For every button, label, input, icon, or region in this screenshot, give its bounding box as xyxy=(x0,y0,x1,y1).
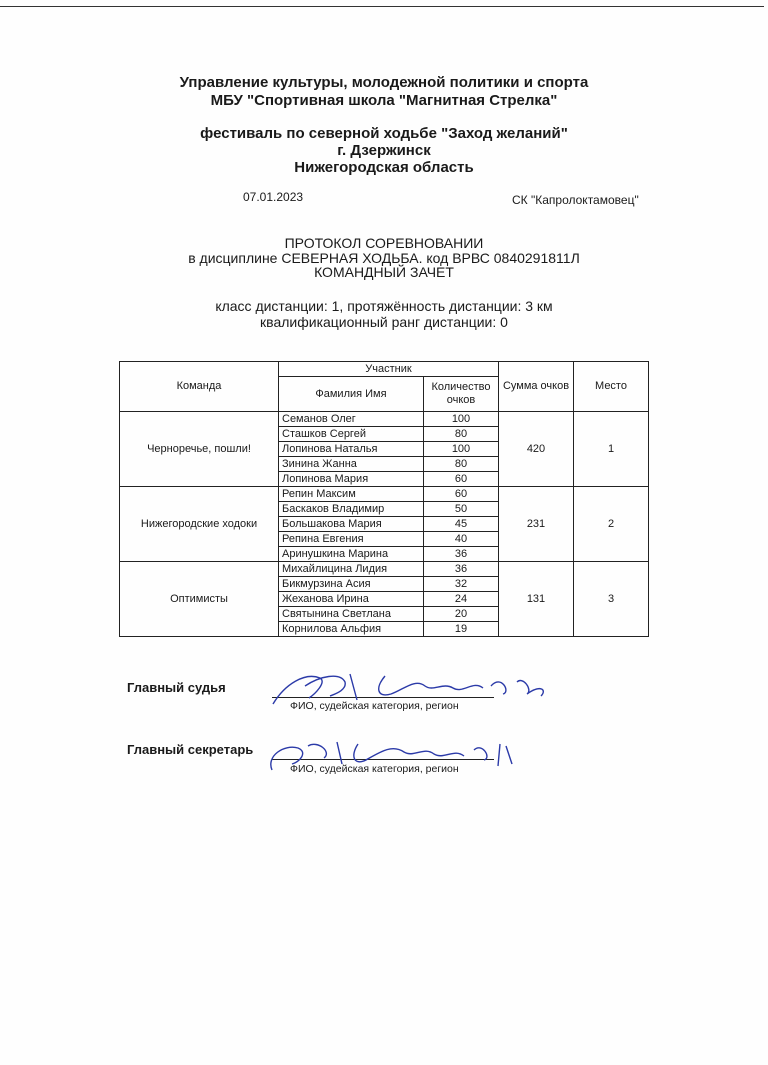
member-name-cell: Бикмурзина Асия xyxy=(279,577,424,592)
team-sum-cell: 231 xyxy=(499,487,574,562)
member-points-cell: 45 xyxy=(424,517,499,532)
member-points-cell: 32 xyxy=(424,577,499,592)
member-name-cell: Корнилова Альфия xyxy=(279,622,424,637)
col-place-header: Место xyxy=(574,362,649,412)
table-row xyxy=(120,487,649,502)
team-name-cell: Нижегородские ходоки xyxy=(120,487,279,562)
secretary-signature-icon xyxy=(262,730,532,780)
member-points-cell: 80 xyxy=(424,457,499,472)
member-points-cell: 80 xyxy=(424,427,499,442)
table-header-row xyxy=(120,362,649,377)
member-name-cell: Баскаков Владимир xyxy=(279,502,424,517)
team-sum-cell: 131 xyxy=(499,562,574,637)
member-name-cell: Сташков Сергей xyxy=(279,427,424,442)
protocol-discipline: в дисциплине СЕВЕРНАЯ ХОДЬБА. код ВРВС 0840291811Л xyxy=(188,250,580,266)
org-line-2: МБУ "Спортивная школа "Магнитная Стрелка" xyxy=(210,92,558,109)
protocol-standing: КОМАНДНЫЙ ЗАЧЕТ xyxy=(314,264,454,280)
member-name-cell: Михайлицина Лидия xyxy=(279,562,424,577)
member-points-cell: 60 xyxy=(424,487,499,502)
member-points-cell: 24 xyxy=(424,592,499,607)
member-name-cell: Лопинова Наталья xyxy=(279,442,424,457)
qualification-rank: квалификационный ранг дистанции: 0 xyxy=(260,314,508,330)
member-points-cell: 60 xyxy=(424,472,499,487)
member-name-cell: Репин Максим xyxy=(279,487,424,502)
table-row xyxy=(120,412,649,427)
event-venue: СК "Капролоктамовец" xyxy=(512,193,639,207)
col-name-header: Фамилия Имя xyxy=(279,377,424,412)
team-name-cell: Оптимисты xyxy=(120,562,279,637)
member-name-cell: Лопинова Мария xyxy=(279,472,424,487)
team-sum-cell: 420 xyxy=(499,412,574,487)
secretary-caption: ФИО, судейская категория, регион xyxy=(290,763,459,775)
member-points-cell: 36 xyxy=(424,562,499,577)
results-table xyxy=(119,361,649,637)
event-title: фестиваль по северной ходьбе "Заход желаний" xyxy=(200,125,568,142)
secretary-label: Главный секретарь xyxy=(127,742,254,757)
team-place-cell: 3 xyxy=(574,562,649,637)
event-date: 07.01.2023 xyxy=(243,190,304,204)
member-points-cell: 50 xyxy=(424,502,499,517)
top-border-line xyxy=(0,6,764,7)
col-participant-header: Участник xyxy=(279,362,499,377)
protocol-title: ПРОТОКОЛ СОРЕВНОВАНИИ xyxy=(284,235,484,251)
member-points-cell: 19 xyxy=(424,622,499,637)
distance-class: класс дистанции: 1, протяжённость дистанции: 3 км xyxy=(215,298,553,314)
event-region: Нижегородская область xyxy=(294,159,474,176)
team-place-cell: 1 xyxy=(574,412,649,487)
col-sum-header: Сумма очков xyxy=(499,362,574,412)
member-points-cell: 100 xyxy=(424,442,499,457)
member-points-cell: 36 xyxy=(424,547,499,562)
judge-caption: ФИО, судейская категория, регион xyxy=(290,700,459,712)
team-place-cell: 2 xyxy=(574,487,649,562)
member-name-cell: Зинина Жанна xyxy=(279,457,424,472)
judge-label: Главный судья xyxy=(127,680,226,695)
member-name-cell: Репина Евгения xyxy=(279,532,424,547)
member-points-cell: 100 xyxy=(424,412,499,427)
event-city: г. Дзержинск xyxy=(337,142,431,159)
member-name-cell: Аринушкина Марина xyxy=(279,547,424,562)
member-name-cell: Большакова Мария xyxy=(279,517,424,532)
member-name-cell: Жеханова Ирина xyxy=(279,592,424,607)
team-name-cell: Черноречье, пошли! xyxy=(120,412,279,487)
member-points-cell: 40 xyxy=(424,532,499,547)
member-name-cell: Святынина Светлана xyxy=(279,607,424,622)
member-name-cell: Семанов Олег xyxy=(279,412,424,427)
col-points-header: Количество очков xyxy=(424,377,499,412)
table-row xyxy=(120,562,649,577)
org-line-1: Управление культуры, молодежной политики и спорта xyxy=(179,74,589,91)
judge-signature-icon xyxy=(265,664,555,712)
col-team-header: Команда xyxy=(120,362,279,412)
member-points-cell: 20 xyxy=(424,607,499,622)
